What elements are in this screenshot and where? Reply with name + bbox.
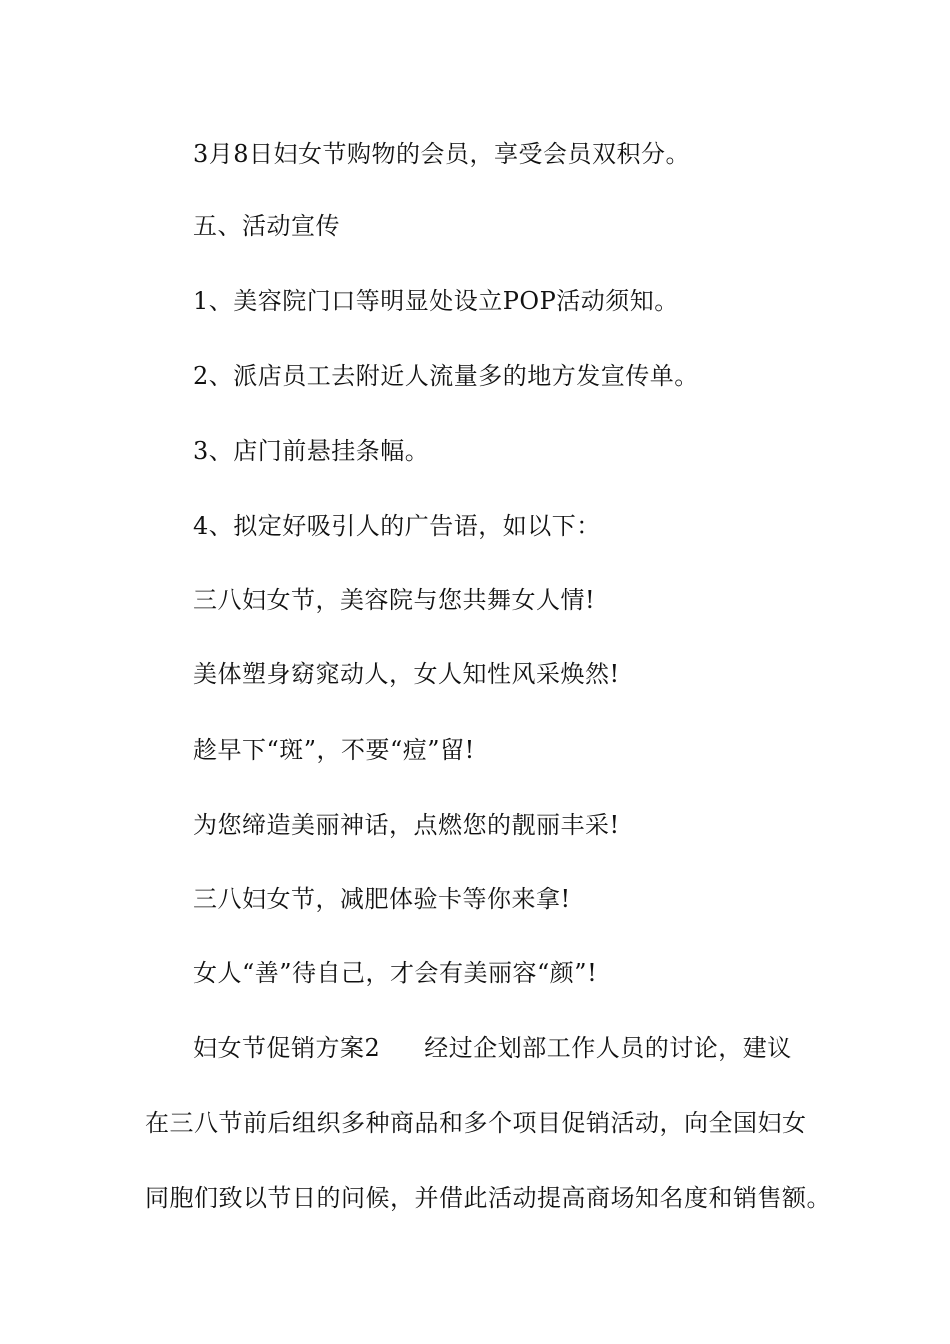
text-line: 2、派店员工去附近人流量多的地方发宣传单。 (193, 362, 699, 390)
paragraph-line: 在三八节前后组织多种商品和多个项目促销活动，向全国妇女 (145, 1109, 807, 1137)
paragraph-line: 同胞们致以节日的问候，并借此活动提高商场知名度和销售额。 (145, 1184, 831, 1212)
slogan-line: 趁早下“斑”，不要“痘”留! (193, 736, 475, 764)
slogan-line: 女人“善”待自己，才会有美丽容“颜”! (193, 959, 598, 987)
text-line: 1、美容院门口等明显处设立POP活动须知。 (193, 287, 679, 315)
text-line: 4、拟定好吸引人的广告语，如以下： (193, 512, 601, 540)
section-intro: 经过企划部工作人员的讨论，建议 (424, 1034, 792, 1062)
text-line: 3、店门前悬挂条幅。 (193, 437, 430, 465)
section-heading: 五、活动宣传 (193, 212, 340, 240)
text-line: 3月8日妇女节购物的会员，享受会员双积分。 (193, 140, 691, 168)
slogan-line: 为您缔造美丽神话，点燃您的靓丽丰采! (193, 811, 620, 839)
slogan-line: 美体塑身窈窕动人，女人知性风采焕然! (193, 660, 620, 688)
slogan-line: 三八妇女节，美容院与您共舞女人情! (193, 586, 596, 614)
slogan-line: 三八妇女节，减肥体验卡等你来拿! (193, 885, 571, 913)
section-title: 妇女节促销方案2 (193, 1034, 381, 1062)
section-intro-line (193, 1033, 792, 1063)
